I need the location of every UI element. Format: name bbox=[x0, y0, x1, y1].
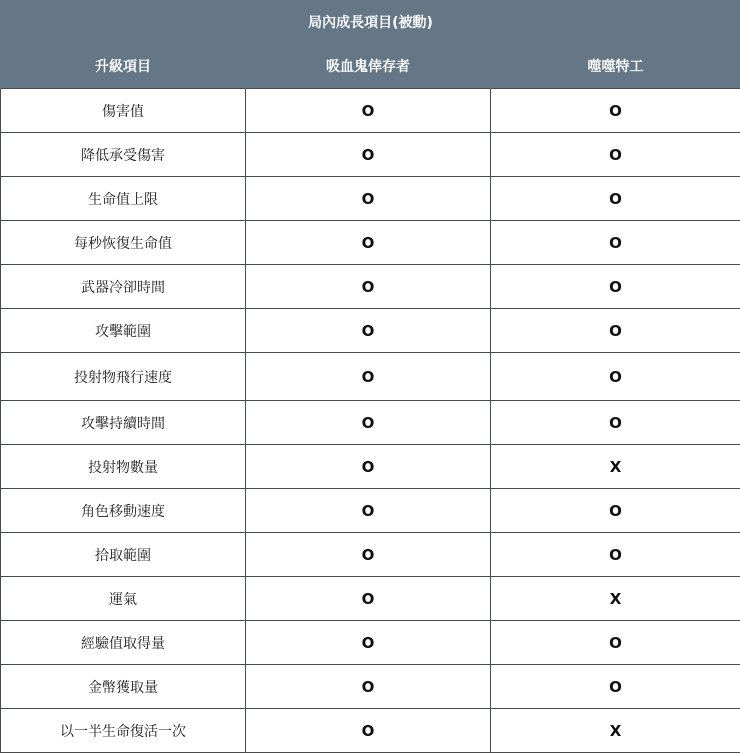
vampire-survivors-mark: O bbox=[246, 265, 491, 309]
upgrade-item-cell: 拾取範圍 bbox=[1, 533, 246, 577]
upgrade-item-cell: 以一半生命復活一次 bbox=[1, 709, 246, 753]
table-row bbox=[1, 309, 740, 353]
table-row bbox=[1, 445, 740, 489]
vampire-survivors-mark: O bbox=[246, 221, 491, 265]
upgrade-item-cell: 經驗值取得量 bbox=[1, 621, 246, 665]
upgrade-item-cell: 投射物數量 bbox=[1, 445, 246, 489]
agent-mark: O bbox=[491, 177, 740, 221]
upgrade-item-cell: 攻擊範圍 bbox=[1, 309, 246, 353]
upgrade-item-cell: 運氣 bbox=[1, 577, 246, 621]
table-header bbox=[1, 0, 740, 89]
agent-mark: O bbox=[491, 309, 740, 353]
agent-mark: O bbox=[491, 621, 740, 665]
agent-mark: O bbox=[491, 353, 740, 401]
upgrade-item-cell: 生命值上限 bbox=[1, 177, 246, 221]
agent-mark: O bbox=[491, 401, 740, 445]
column-header-row bbox=[1, 44, 740, 89]
vampire-survivors-mark: O bbox=[246, 709, 491, 753]
table-row bbox=[1, 665, 740, 709]
table-row bbox=[1, 621, 740, 665]
vampire-survivors-mark: O bbox=[246, 89, 491, 133]
vampire-survivors-mark: O bbox=[246, 445, 491, 489]
upgrade-item-cell: 投射物飛行速度 bbox=[1, 353, 246, 401]
table-title: 局內成長項目(被動) bbox=[1, 0, 740, 44]
vampire-survivors-mark: O bbox=[246, 533, 491, 577]
table-row bbox=[1, 89, 740, 133]
vampire-survivors-mark: O bbox=[246, 401, 491, 445]
table-row bbox=[1, 709, 740, 753]
vampire-survivors-mark: O bbox=[246, 577, 491, 621]
vampire-survivors-mark: O bbox=[246, 353, 491, 401]
agent-mark: O bbox=[491, 221, 740, 265]
table-row bbox=[1, 577, 740, 621]
upgrade-item-cell: 傷害值 bbox=[1, 89, 246, 133]
agent-mark: O bbox=[491, 533, 740, 577]
agent-mark: X bbox=[491, 577, 740, 621]
vampire-survivors-mark: O bbox=[246, 177, 491, 221]
table-row bbox=[1, 353, 740, 401]
table-row bbox=[1, 489, 740, 533]
table-row bbox=[1, 177, 740, 221]
vampire-survivors-mark: O bbox=[246, 489, 491, 533]
vampire-survivors-mark: O bbox=[246, 309, 491, 353]
vampire-survivors-mark: O bbox=[246, 133, 491, 177]
agent-mark: X bbox=[491, 445, 740, 489]
agent-mark: O bbox=[491, 89, 740, 133]
column-header-vampire-survivors: 吸血鬼倖存者 bbox=[246, 44, 491, 89]
agent-mark: O bbox=[491, 665, 740, 709]
upgrade-item-cell: 武器冷卻時間 bbox=[1, 265, 246, 309]
vampire-survivors-mark: O bbox=[246, 665, 491, 709]
table-row bbox=[1, 221, 740, 265]
agent-mark: O bbox=[491, 133, 740, 177]
agent-mark: O bbox=[491, 265, 740, 309]
upgrade-item-cell: 每秒恢復生命值 bbox=[1, 221, 246, 265]
table-row bbox=[1, 533, 740, 577]
table-row bbox=[1, 133, 740, 177]
column-header-agent: 噬噬特工 bbox=[491, 44, 740, 89]
table-title-row bbox=[1, 0, 740, 44]
table-row bbox=[1, 265, 740, 309]
agent-mark: O bbox=[491, 489, 740, 533]
table-row bbox=[1, 401, 740, 445]
upgrade-item-cell: 角色移動速度 bbox=[1, 489, 246, 533]
upgrade-item-cell: 攻擊持續時間 bbox=[1, 401, 246, 445]
vampire-survivors-mark: O bbox=[246, 621, 491, 665]
upgrade-item-cell: 降低承受傷害 bbox=[1, 133, 246, 177]
table-body bbox=[1, 89, 740, 753]
agent-mark: X bbox=[491, 709, 740, 753]
upgrade-item-cell: 金幣獲取量 bbox=[1, 665, 246, 709]
column-header-upgrade-item: 升級項目 bbox=[1, 44, 246, 89]
